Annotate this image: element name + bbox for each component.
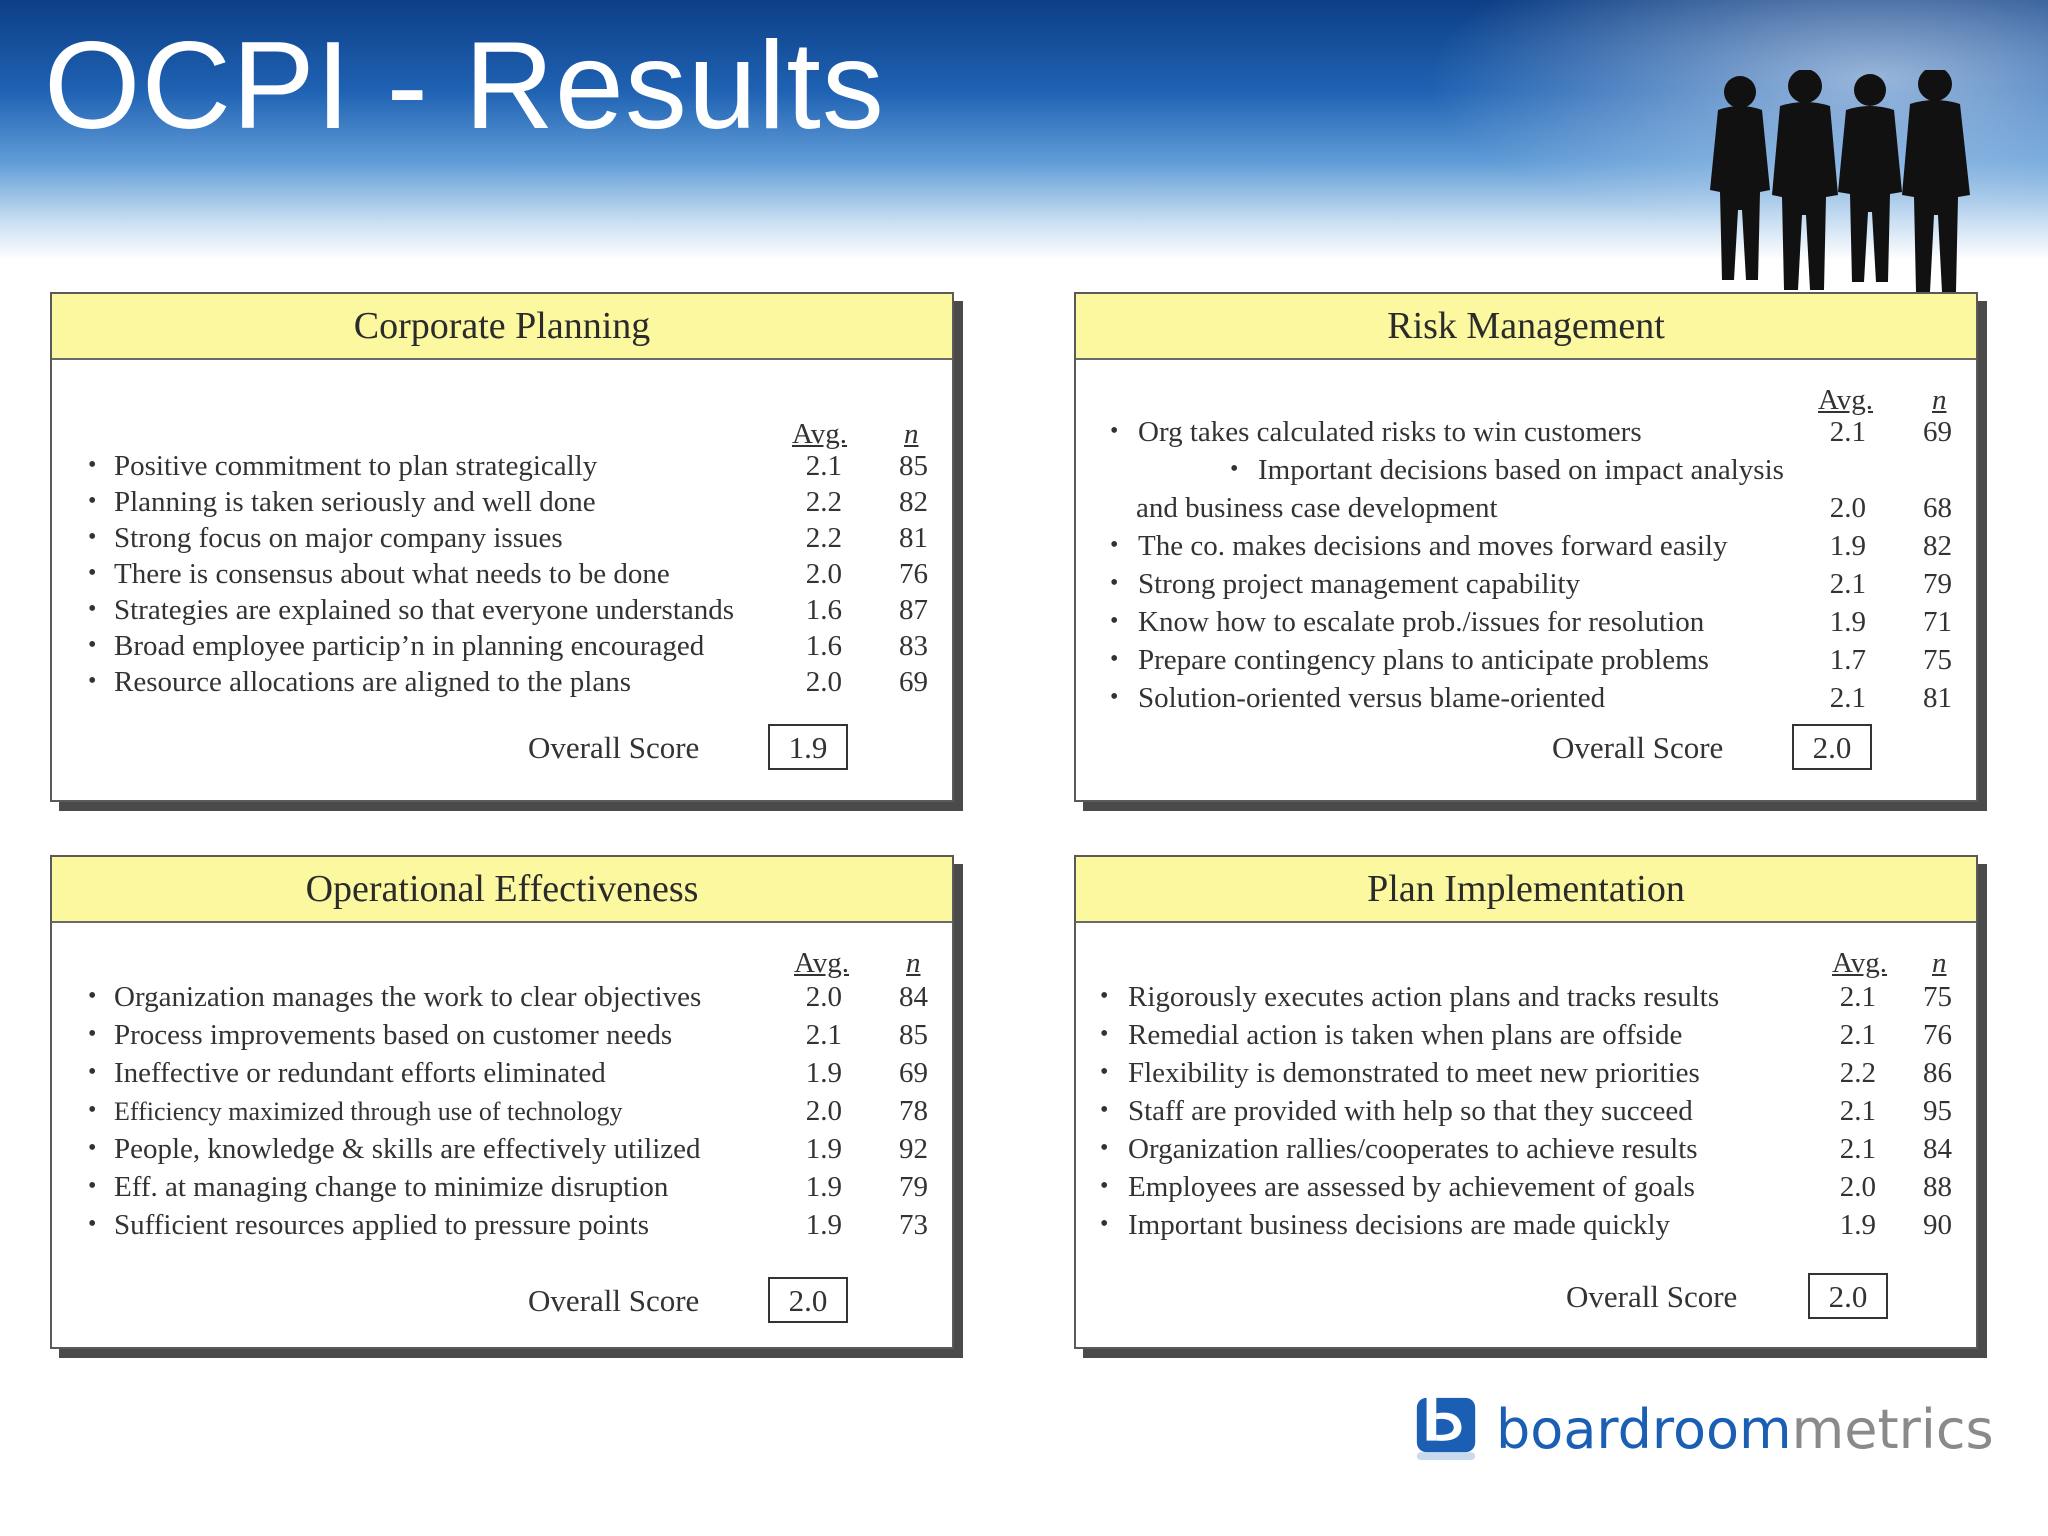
avg-header: Avg. bbox=[1832, 947, 1888, 979]
avg-value: 1.9 bbox=[1839, 1209, 1876, 1241]
bullet-icon: • bbox=[1100, 1059, 1109, 1085]
bullet-icon: • bbox=[88, 1211, 97, 1237]
overall-score-label: Overall Score bbox=[1552, 730, 1724, 765]
list-item: Org takes calculated risks to win customers bbox=[1138, 416, 1642, 448]
list-item: Efficiency maximized through use of technology bbox=[114, 1097, 623, 1126]
overall-score-value: 1.9 bbox=[768, 724, 848, 770]
avg-value: 2.0 bbox=[805, 981, 842, 1013]
list-item: Broad employee particip’n in planning encouraged bbox=[114, 630, 705, 662]
overall-score-label: Overall Score bbox=[528, 1283, 700, 1318]
avg-value: 1.9 bbox=[1829, 606, 1866, 638]
n-value: 73 bbox=[899, 1209, 928, 1241]
avg-value: 1.6 bbox=[805, 594, 842, 626]
avg-value: 2.0 bbox=[805, 666, 842, 698]
avg-value: 2.1 bbox=[1839, 1133, 1876, 1165]
bullet-icon: • bbox=[1110, 418, 1119, 444]
avg-value: 2.1 bbox=[805, 450, 842, 482]
list-item: Eff. at managing change to minimize disruption bbox=[114, 1171, 669, 1203]
people-silhouette-image bbox=[1700, 70, 1980, 300]
avg-value: 1.7 bbox=[1829, 644, 1866, 676]
list-item: The co. makes decisions and moves forward easily bbox=[1138, 530, 1728, 562]
n-value: 78 bbox=[899, 1095, 928, 1127]
avg-header: Avg. bbox=[792, 418, 848, 450]
bullet-icon: • bbox=[88, 1097, 97, 1123]
bullet-icon: • bbox=[88, 488, 97, 514]
bullet-icon: • bbox=[1110, 684, 1119, 710]
bullet-icon: • bbox=[88, 1135, 97, 1161]
avg-value: 1.9 bbox=[805, 1133, 842, 1165]
bullet-icon: • bbox=[1110, 532, 1119, 558]
avg-value: 2.2 bbox=[1839, 1057, 1876, 1089]
avg-value: 2.1 bbox=[1839, 981, 1876, 1013]
bullet-icon: • bbox=[1110, 646, 1119, 672]
brand-wordmark-part1: boardroom bbox=[1496, 1398, 1792, 1461]
bullet-icon: • bbox=[88, 1173, 97, 1199]
list-item: Organization rallies/cooperates to achieve results bbox=[1128, 1133, 1698, 1165]
panel-title: Risk Management bbox=[1076, 294, 1976, 360]
n-value: 76 bbox=[1923, 1019, 1952, 1051]
avg-value: 2.1 bbox=[1839, 1019, 1876, 1051]
brand-wordmark-part2: metrics bbox=[1791, 1398, 1994, 1461]
avg-value: 2.1 bbox=[805, 1019, 842, 1051]
avg-value: 1.9 bbox=[1829, 530, 1866, 562]
bullet-icon: • bbox=[1110, 570, 1119, 596]
n-value: 85 bbox=[899, 450, 928, 482]
n-value: 88 bbox=[1923, 1171, 1952, 1203]
list-item: Planning is taken seriously and well done bbox=[114, 486, 596, 518]
n-value: 84 bbox=[899, 981, 928, 1013]
bullet-icon: • bbox=[88, 983, 97, 1009]
list-item: Process improvements based on customer needs bbox=[114, 1019, 673, 1051]
overall-score-value: 2.0 bbox=[1808, 1273, 1888, 1319]
n-header: n bbox=[1932, 384, 1947, 416]
list-item: Important business decisions are made quickly bbox=[1128, 1209, 1671, 1241]
overall-score-label: Overall Score bbox=[1566, 1279, 1738, 1314]
avg-value: 2.2 bbox=[805, 486, 842, 518]
list-item: Solution-oriented versus blame-oriented bbox=[1138, 682, 1606, 714]
n-value: 82 bbox=[1923, 530, 1952, 562]
bullet-icon: • bbox=[1100, 1173, 1109, 1199]
n-value: 90 bbox=[1923, 1209, 1952, 1241]
list-item: Employees are assessed by achievement of goals bbox=[1128, 1171, 1695, 1203]
n-value: 84 bbox=[1923, 1133, 1952, 1165]
bullet-icon: • bbox=[88, 1021, 97, 1047]
bullet-icon: • bbox=[1100, 1135, 1109, 1161]
bullet-icon: • bbox=[1100, 1097, 1109, 1123]
bullet-icon: • bbox=[1230, 456, 1239, 482]
n-value: 76 bbox=[899, 558, 928, 590]
avg-value: 1.9 bbox=[805, 1209, 842, 1241]
bullet-icon: • bbox=[88, 452, 97, 478]
avg-value: 1.9 bbox=[805, 1057, 842, 1089]
list-item: There is consensus about what needs to be done bbox=[114, 558, 670, 590]
n-value: 79 bbox=[1923, 568, 1952, 600]
avg-value: 2.2 bbox=[805, 522, 842, 554]
overall-score-value: 2.0 bbox=[768, 1277, 848, 1323]
list-item: Organization manages the work to clear objectives bbox=[114, 981, 702, 1013]
list-item-continued: and business case development bbox=[1136, 492, 1498, 524]
n-value: 92 bbox=[899, 1133, 928, 1165]
n-value: 71 bbox=[1923, 606, 1952, 638]
list-item: Strong focus on major company issues bbox=[114, 522, 563, 554]
n-value: 83 bbox=[899, 630, 928, 662]
bullet-icon: • bbox=[1100, 1021, 1109, 1047]
n-value: 69 bbox=[899, 666, 928, 698]
list-item: Strategies are explained so that everyone understands bbox=[114, 594, 735, 626]
n-value: 81 bbox=[899, 522, 928, 554]
n-value: 75 bbox=[1923, 981, 1952, 1013]
avg-value: 2.1 bbox=[1829, 568, 1866, 600]
bullet-icon: • bbox=[1100, 983, 1109, 1009]
bullet-icon: • bbox=[88, 1059, 97, 1085]
n-value: 82 bbox=[899, 486, 928, 518]
panel-risk-management bbox=[1074, 292, 1978, 802]
overall-score-label: Overall Score bbox=[528, 730, 700, 765]
brand-wordmark bbox=[1496, 1398, 1994, 1461]
n-header: n bbox=[904, 418, 919, 450]
panel-title: Corporate Planning bbox=[52, 294, 952, 360]
list-item: Resource allocations are aligned to the plans bbox=[114, 666, 631, 698]
bullet-icon: • bbox=[88, 632, 97, 658]
bullet-icon: • bbox=[1100, 1211, 1109, 1237]
avg-value: 1.6 bbox=[805, 630, 842, 662]
bullet-icon: • bbox=[1110, 608, 1119, 634]
list-item: Remedial action is taken when plans are offside bbox=[1128, 1019, 1683, 1051]
n-header: n bbox=[906, 947, 921, 979]
list-item: Know how to escalate prob./issues for resolution bbox=[1138, 606, 1705, 638]
n-header: n bbox=[1932, 947, 1947, 979]
bullet-icon: • bbox=[88, 668, 97, 694]
avg-value: 2.0 bbox=[805, 558, 842, 590]
list-item: People, knowledge & skills are effectively utilized bbox=[114, 1133, 701, 1165]
list-item: Rigorously executes action plans and tracks results bbox=[1128, 981, 1720, 1013]
overall-score-value: 2.0 bbox=[1792, 724, 1872, 770]
list-item: Sufficient resources applied to pressure points bbox=[114, 1209, 650, 1241]
bullet-icon: • bbox=[88, 560, 97, 586]
avg-value: 2.0 bbox=[805, 1095, 842, 1127]
panel-title: Operational Effectiveness bbox=[52, 857, 952, 923]
n-value: 85 bbox=[899, 1019, 928, 1051]
list-item: Important decisions based on impact analysis bbox=[1258, 454, 1784, 486]
avg-value: 1.9 bbox=[805, 1171, 842, 1203]
n-value: 86 bbox=[1923, 1057, 1952, 1089]
bullet-icon: • bbox=[88, 596, 97, 622]
n-value: 68 bbox=[1923, 492, 1952, 524]
n-value: 79 bbox=[899, 1171, 928, 1203]
list-item: Ineffective or redundant efforts eliminated bbox=[114, 1057, 606, 1089]
avg-value: 2.0 bbox=[1829, 492, 1866, 524]
n-value: 69 bbox=[1923, 416, 1952, 448]
n-value: 95 bbox=[1923, 1095, 1952, 1127]
slide-title: OCPI - Results bbox=[44, 17, 885, 155]
n-value: 87 bbox=[899, 594, 928, 626]
n-value: 81 bbox=[1923, 682, 1952, 714]
list-item: Staff are provided with help so that they succeed bbox=[1128, 1095, 1693, 1127]
avg-value: 2.0 bbox=[1839, 1171, 1876, 1203]
list-item: Prepare contingency plans to anticipate problems bbox=[1138, 644, 1709, 676]
n-value: 75 bbox=[1923, 644, 1952, 676]
list-item: Strong project management capability bbox=[1138, 568, 1581, 600]
avg-header: Avg. bbox=[794, 947, 850, 979]
panel-operational-effectiveness bbox=[50, 855, 954, 1349]
boardroommetrics-logo-icon bbox=[1412, 1392, 1482, 1462]
avg-value: 2.1 bbox=[1839, 1095, 1876, 1127]
panel-title: Plan Implementation bbox=[1076, 857, 1976, 923]
list-item: Positive commitment to plan strategically bbox=[114, 450, 598, 482]
avg-header: Avg. bbox=[1818, 384, 1874, 416]
bullet-icon: • bbox=[88, 524, 97, 550]
list-item: Flexibility is demonstrated to meet new priorities bbox=[1128, 1057, 1700, 1089]
panel-plan-implementation bbox=[1074, 855, 1978, 1349]
n-value: 69 bbox=[899, 1057, 928, 1089]
panel-corporate-planning bbox=[50, 292, 954, 802]
avg-value: 2.1 bbox=[1829, 416, 1866, 448]
avg-value: 2.1 bbox=[1829, 682, 1866, 714]
